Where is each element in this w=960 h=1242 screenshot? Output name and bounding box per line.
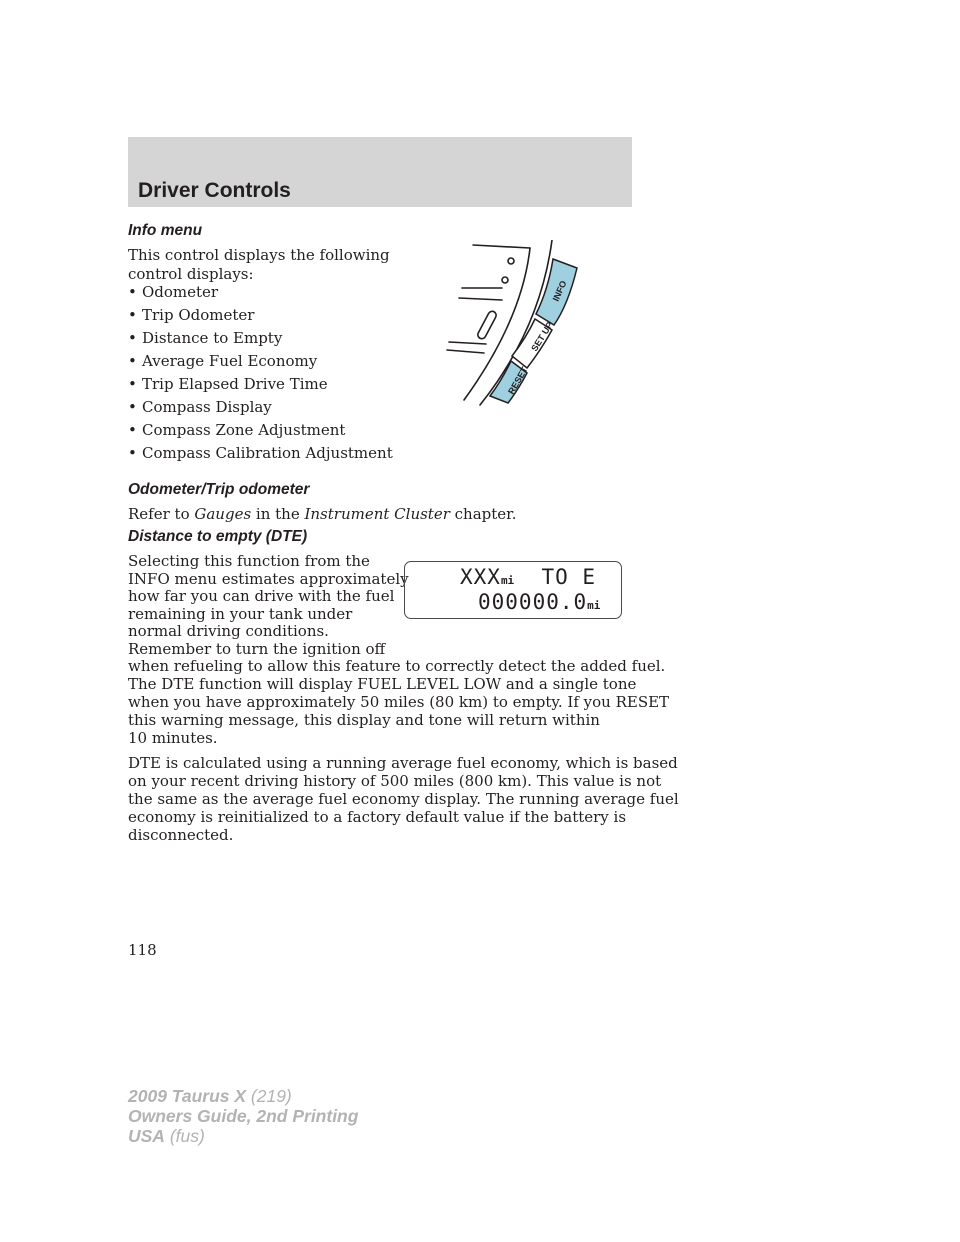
dte-para2-line: this warning message, this display and tone will return within bbox=[128, 711, 600, 729]
bullet: • bbox=[128, 283, 137, 301]
gauges-reference: Gauges bbox=[194, 505, 252, 523]
list-item-label: Compass Zone Adjustment bbox=[142, 421, 346, 439]
document-footer bbox=[128, 1086, 358, 1146]
dte-para2-line: when you have approximately 50 miles (80 km) to empty. If you RESET bbox=[128, 693, 670, 711]
reset-button-label: RESET bbox=[506, 365, 530, 396]
dte-display bbox=[404, 561, 622, 619]
list-item-label: Odometer bbox=[142, 283, 219, 301]
list-item-label: Trip Odometer bbox=[142, 306, 255, 324]
list-item-label: Compass Calibration Adjustment bbox=[142, 444, 393, 462]
dte-para1-line: remaining in your tank under bbox=[128, 604, 353, 623]
bullet: • bbox=[128, 421, 137, 439]
setup-button-label: SET UP bbox=[529, 320, 555, 354]
dte-heading: Distance to empty (DTE) bbox=[128, 528, 308, 545]
dte-display-row1 bbox=[460, 565, 596, 589]
footer-line3 bbox=[128, 1126, 358, 1146]
odometer-heading: Odometer/Trip odometer bbox=[128, 481, 310, 498]
odometer-unit: mi bbox=[587, 599, 601, 612]
section-title: Driver Controls bbox=[138, 179, 291, 202]
info-menu-intro-line1: This control displays the following bbox=[128, 246, 390, 264]
dte-para3-line: on your recent driving history of 500 miles (800 km). This value is not bbox=[128, 772, 662, 790]
dte-para2-line: 10 minutes. bbox=[128, 729, 218, 747]
dte-display-row2 bbox=[478, 590, 600, 614]
dte-para1-line: INFO menu estimates approximately bbox=[128, 569, 409, 588]
footer-market: USA bbox=[128, 1126, 165, 1146]
page-number: 118 bbox=[128, 941, 157, 959]
footer-model: 2009 Taurus X bbox=[128, 1086, 247, 1106]
dte-para3-line: disconnected. bbox=[128, 826, 234, 844]
steering-wheel-buttons-illustration bbox=[440, 240, 600, 410]
section-header bbox=[128, 137, 632, 207]
bullet: • bbox=[128, 375, 137, 393]
dte-para1-line: how far you can drive with the fuel bbox=[128, 587, 395, 605]
bullet: • bbox=[128, 444, 137, 462]
bullet: • bbox=[128, 352, 137, 370]
list-item-label: Compass Display bbox=[142, 398, 272, 416]
bullet: • bbox=[128, 306, 137, 324]
list-item-label: Average Fuel Economy bbox=[142, 352, 318, 370]
dte-para3-line: economy is reinitialized to a factory default value if the battery is bbox=[128, 808, 627, 826]
bullet: • bbox=[128, 398, 137, 416]
refer-mid: in the bbox=[251, 505, 305, 523]
list-item bbox=[128, 329, 393, 352]
list-item bbox=[128, 444, 393, 467]
odometer-value: 000000.0 bbox=[478, 590, 588, 614]
list-item-label: Trip Elapsed Drive Time bbox=[142, 375, 328, 393]
refer-suffix: chapter. bbox=[449, 505, 517, 523]
footer-line1 bbox=[128, 1086, 358, 1106]
dte-unit: mi bbox=[500, 574, 515, 587]
dte-para1-line: normal driving conditions. bbox=[128, 622, 329, 640]
list-item-label: Distance to Empty bbox=[142, 329, 283, 347]
info-menu-heading: Info menu bbox=[128, 222, 203, 239]
list-item bbox=[128, 398, 393, 421]
list-item bbox=[128, 421, 393, 444]
info-menu-list bbox=[128, 283, 393, 467]
dte-para1-line: Selecting this function from the bbox=[128, 552, 370, 570]
bullet: • bbox=[128, 329, 137, 347]
instrument-cluster-reference: Instrument Cluster bbox=[304, 505, 450, 523]
list-item bbox=[128, 375, 393, 398]
info-menu-intro-line2: control displays: bbox=[128, 265, 254, 283]
dte-suffix: TO E bbox=[541, 565, 597, 589]
dte-value: XXX bbox=[460, 565, 501, 589]
list-item bbox=[128, 306, 393, 329]
odometer-reference bbox=[128, 505, 516, 524]
footer-model-code: (219) bbox=[250, 1086, 292, 1106]
dte-para1-line: when refueling to allow this feature to correctly detect the added fuel. bbox=[128, 657, 666, 675]
list-item bbox=[128, 352, 393, 375]
refer-prefix: Refer to bbox=[128, 505, 195, 523]
info-button-label: INFO bbox=[550, 279, 569, 303]
list-item bbox=[128, 283, 393, 306]
footer-line2: Owners Guide, 2nd Printing bbox=[128, 1106, 359, 1126]
dte-para3-line: DTE is calculated using a running average fuel economy, which is based bbox=[128, 754, 678, 772]
dte-para1-line: Remember to turn the ignition off bbox=[128, 639, 386, 658]
footer-market-code: (fus) bbox=[169, 1126, 205, 1146]
dte-para2-line: The DTE function will display FUEL LEVEL LOW and a single tone bbox=[128, 675, 637, 693]
dte-para3-line: the same as the average fuel economy display. The running average fuel bbox=[128, 790, 679, 808]
